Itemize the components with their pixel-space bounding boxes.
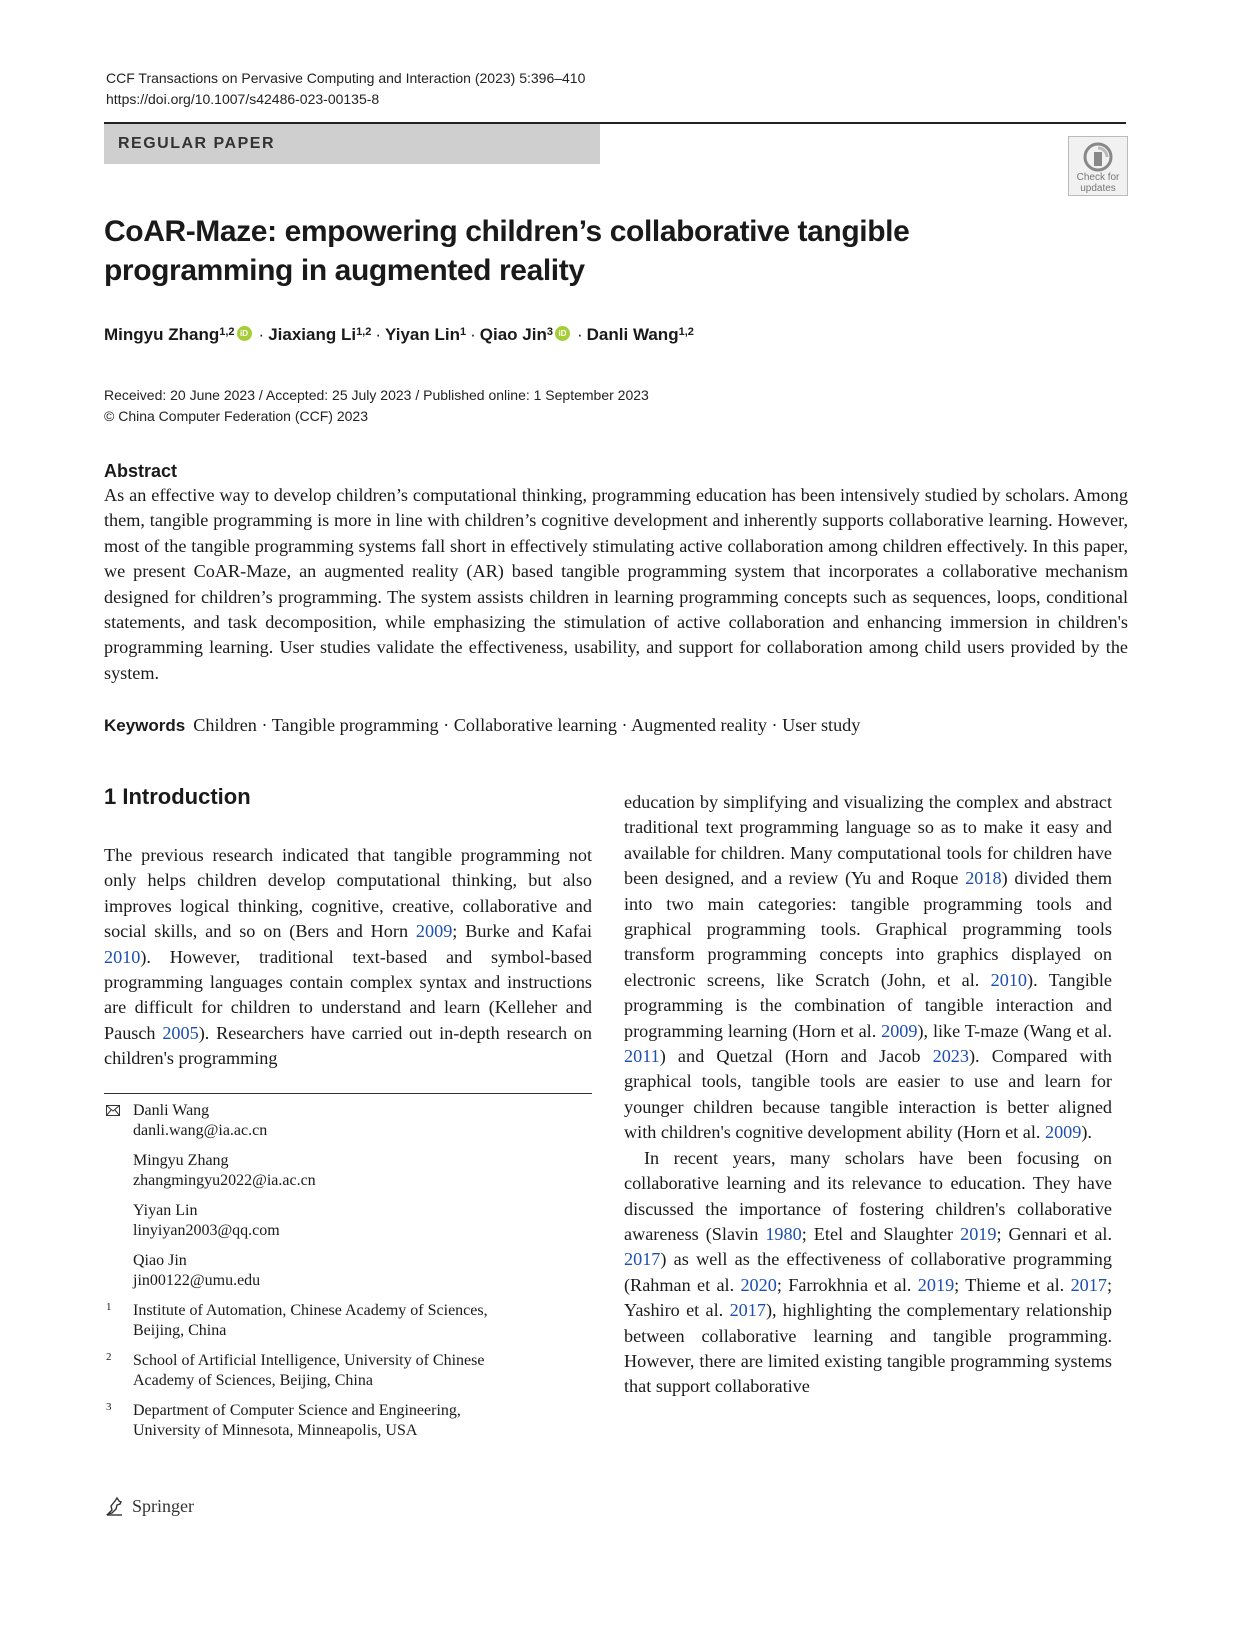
contact-email[interactable]: jin00122@umu.edu [133,1272,261,1289]
check-for-updates-badge[interactable] [1068,136,1128,196]
affiliation [104,1351,592,1391]
author [480,325,573,344]
keywords-label: Keywords [104,716,186,735]
author-affiliation-marker: 1 [459,326,467,338]
citation-link[interactable]: 2009 [1044,1122,1082,1143]
citation-link[interactable]: 2023 [932,1046,969,1067]
crossmark-label-2: updates [1080,183,1116,194]
citation-link[interactable]: 2010 [104,946,141,967]
affiliation [104,1301,592,1341]
affiliation-line: Beijing, China [133,1322,227,1339]
intro-paragraph-2 [624,790,1112,1146]
title-line-2: programming in augmented reality [104,254,585,287]
crossmark-icon [1083,142,1113,172]
affiliation-number: 3 [106,1401,112,1413]
paragraph-text: ; Thieme et al. [954,1274,1071,1295]
author [587,325,694,344]
paragraph-text: ) as well as the effectiveness of collaborative programming (Rahman et al. [624,1249,1112,1295]
author-separator: · [375,325,382,344]
affiliation-line: Department of Computer Science and Engineering, [133,1402,461,1419]
paragraph-text: ; Etel and Slaughter [801,1223,961,1244]
author-contact [104,1251,592,1291]
citation-link[interactable]: 2009 [881,1020,918,1041]
citation-link[interactable]: 2017 [1070,1274,1107,1295]
affiliation-line: University of Minnesota, Minneapolis, USA [133,1422,418,1439]
author-name: Yiyan Lin [385,325,460,344]
paragraph-text: ). [1081,1122,1092,1143]
affiliation-number: 1 [106,1301,112,1313]
affiliation-line: School of Artificial Intelligence, University of Chinese [133,1352,485,1369]
citation-link[interactable]: 2011 [624,1046,660,1067]
paragraph-text: ) divided them into two main categories: tangible programming tools and graphical programming tools. Graphical programming tools transform programming concepts into graphics displayed on electronic screens, like Scratch (John, et al. [624,868,1112,990]
author-affiliation-marker: 1,2 [356,326,372,338]
citation-link[interactable]: 2009 [415,921,453,942]
author-footnotes [104,1101,592,1451]
crossmark-label-1: Check for [1076,172,1120,183]
paragraph-text: ). Compared with graphical tools, tangible tools are easier to use and learn for younger children because tangible interaction is better aligned with children's cognitive development ability (Horn et al. [624,1046,1112,1143]
author-name: Mingyu Zhang [104,325,220,344]
paper-type-bar: REGULAR PAPER [104,124,600,164]
contact-email[interactable]: zhangmingyu2022@ia.ac.cn [133,1172,316,1189]
orcid-icon[interactable]: iD [555,326,570,341]
citation-link[interactable]: 2010 [990,969,1028,990]
publisher-name: Springer [132,1495,194,1516]
author [268,325,371,344]
paper-title [104,212,1004,290]
doi-link[interactable]: https://doi.org/10.1007/s42486-023-00135-8 [106,91,380,107]
paragraph-text: ), highlighting the complementary relationship between collaborative learning and tangible programming. However, there are limited existing tangible programming systems that support collaborative [624,1300,1113,1397]
author-affiliation-marker: 3 [546,326,553,338]
contact-email[interactable]: danli.wang@ia.ac.cn [133,1122,268,1139]
citation-link[interactable]: 2017 [624,1249,661,1270]
abstract-text: As an effective way to develop children’s computational thinking, programming education has been intensively studied by scholars. Among them, tangible programming is more in line with children’s cognitive development and inherently supports collaborative learning. However, most of the tangible programming systems fall short in effectively stimulating active collaboration among children effectively. In this paper, we present CoAR-Maze, an augmented reality (AR) based tangible programming system that incorporates a collaborative mechanism designed for children’s programming. The system assists children in learning programming concepts such as sequences, loops, conditional statements, and task decomposition, while emphasizing the stimulation of active collaboration and enhancing immersion in children's programming learning. User studies validate the effectiveness, usability, and support for collaboration among child users provided by the system. [104,485,1128,683]
contact-name: Qiao Jin [133,1252,187,1269]
paragraph-text: education by simplifying and visualizing the complex and abstract traditional text programming language so as to make it easy and available for children. Many computational tools for children have been designed, and a review (Yu and Roque [624,792,1112,889]
author [104,325,255,344]
keywords [104,713,860,738]
paragraph-text: ). Tangible programming is the combination of tangible interaction and programming learning (Horn et al. [624,969,1112,1041]
copyright-line: © China Computer Federation (CCF) 2023 [104,408,368,424]
paragraph-text: ; Farrokhnia et al. [776,1274,918,1295]
abstract-heading: Abstract [104,461,178,481]
author-contact [104,1101,592,1141]
title-line-1: CoAR-Maze: empowering children’s collaborative tangible [104,215,910,248]
citation-link[interactable]: 2020 [740,1274,777,1295]
paragraph-text: ) and Quetzal (Horn and Jacob [659,1046,933,1067]
intro-paragraph-1 [104,843,592,1072]
author-list [104,323,694,347]
contact-name: Mingyu Zhang [133,1152,229,1169]
paragraph-text: ; Burke and Kafai [452,921,593,942]
journal-citation: CCF Transactions on Pervasive Computing and Interaction (2023) 5:396–410 [106,70,586,86]
paragraph-text: In recent years, many scholars have been focusing on collaborative learning and its relevance to education. They have discussed the importance of fostering children's collaborative awareness (Slavin [624,1147,1112,1244]
author-separator: · [258,325,265,344]
intro-right-column [624,790,1112,1400]
springer-horse-icon [104,1495,126,1517]
author-contact [104,1201,592,1241]
paragraph-text: ). However, traditional text-based and symbol-based programming languages contain complex syntax and instructions are difficult for children to understand and learn (Kelleher and Pausch [104,946,592,1043]
orcid-icon[interactable]: iD [237,326,252,341]
affiliation-number: 2 [106,1351,112,1363]
author-separator: · [470,325,476,344]
affiliation-line: Institute of Automation, Chinese Academy of Sciences, [133,1302,488,1319]
affiliation [104,1401,592,1441]
dates-line: Received: 20 June 2023 / Accepted: 25 July 2023 / Published online: 1 September 2023 [104,387,649,403]
paragraph-text: ). Researchers have carried out in-depth research on children's programming [104,1022,592,1069]
paragraph-text: ; Yashiro et al. [624,1274,1112,1321]
author-separator: · [576,325,583,344]
author-affiliation-marker: 1,2 [678,326,694,338]
affiliation-line: Academy of Sciences, Beijing, China [133,1372,373,1389]
contact-name: Danli Wang [133,1102,210,1119]
intro-left-column [104,843,592,1072]
paragraph-text: ), like T-maze (Wang et al. [917,1020,1112,1041]
contact-name: Yiyan Lin [133,1202,198,1219]
author-name: Danli Wang [586,325,679,344]
citation-link[interactable]: 1980 [765,1223,802,1244]
publication-dates [104,385,649,427]
author-name: Qiao Jin [479,325,547,344]
citation-link[interactable]: 2019 [960,1223,997,1244]
intro-paragraph-3 [624,1146,1112,1400]
citation-link[interactable]: 2005 [162,1022,199,1043]
footnote-rule [104,1093,592,1094]
citation-link[interactable]: 2019 [917,1274,955,1295]
springer-logo [104,1495,194,1517]
journal-header [106,68,585,110]
citation-link[interactable]: 2017 [729,1300,766,1321]
author-name: Jiaxiang Li [268,325,357,344]
author-affiliation-marker: 1,2 [219,326,235,338]
keywords-text: Children · Tangible programming · Collaborative learning · Augmented reality · User study [193,715,861,735]
envelope-icon [106,1105,120,1116]
paragraph-text: ; Gennari et al. [996,1223,1112,1244]
author-contact [104,1151,592,1191]
contact-email[interactable]: linyiyan2003@qq.com [133,1222,280,1239]
section-heading-introduction: 1 Introduction [104,784,251,809]
paragraph-text: The previous research indicated that tangible programming not only helps children develop computational thinking, but also improves logical thinking, cognitive, creative, collaborative and social skills, and so on (Bers and Horn [104,845,592,942]
citation-link[interactable]: 2018 [965,868,1002,889]
author [385,325,466,344]
